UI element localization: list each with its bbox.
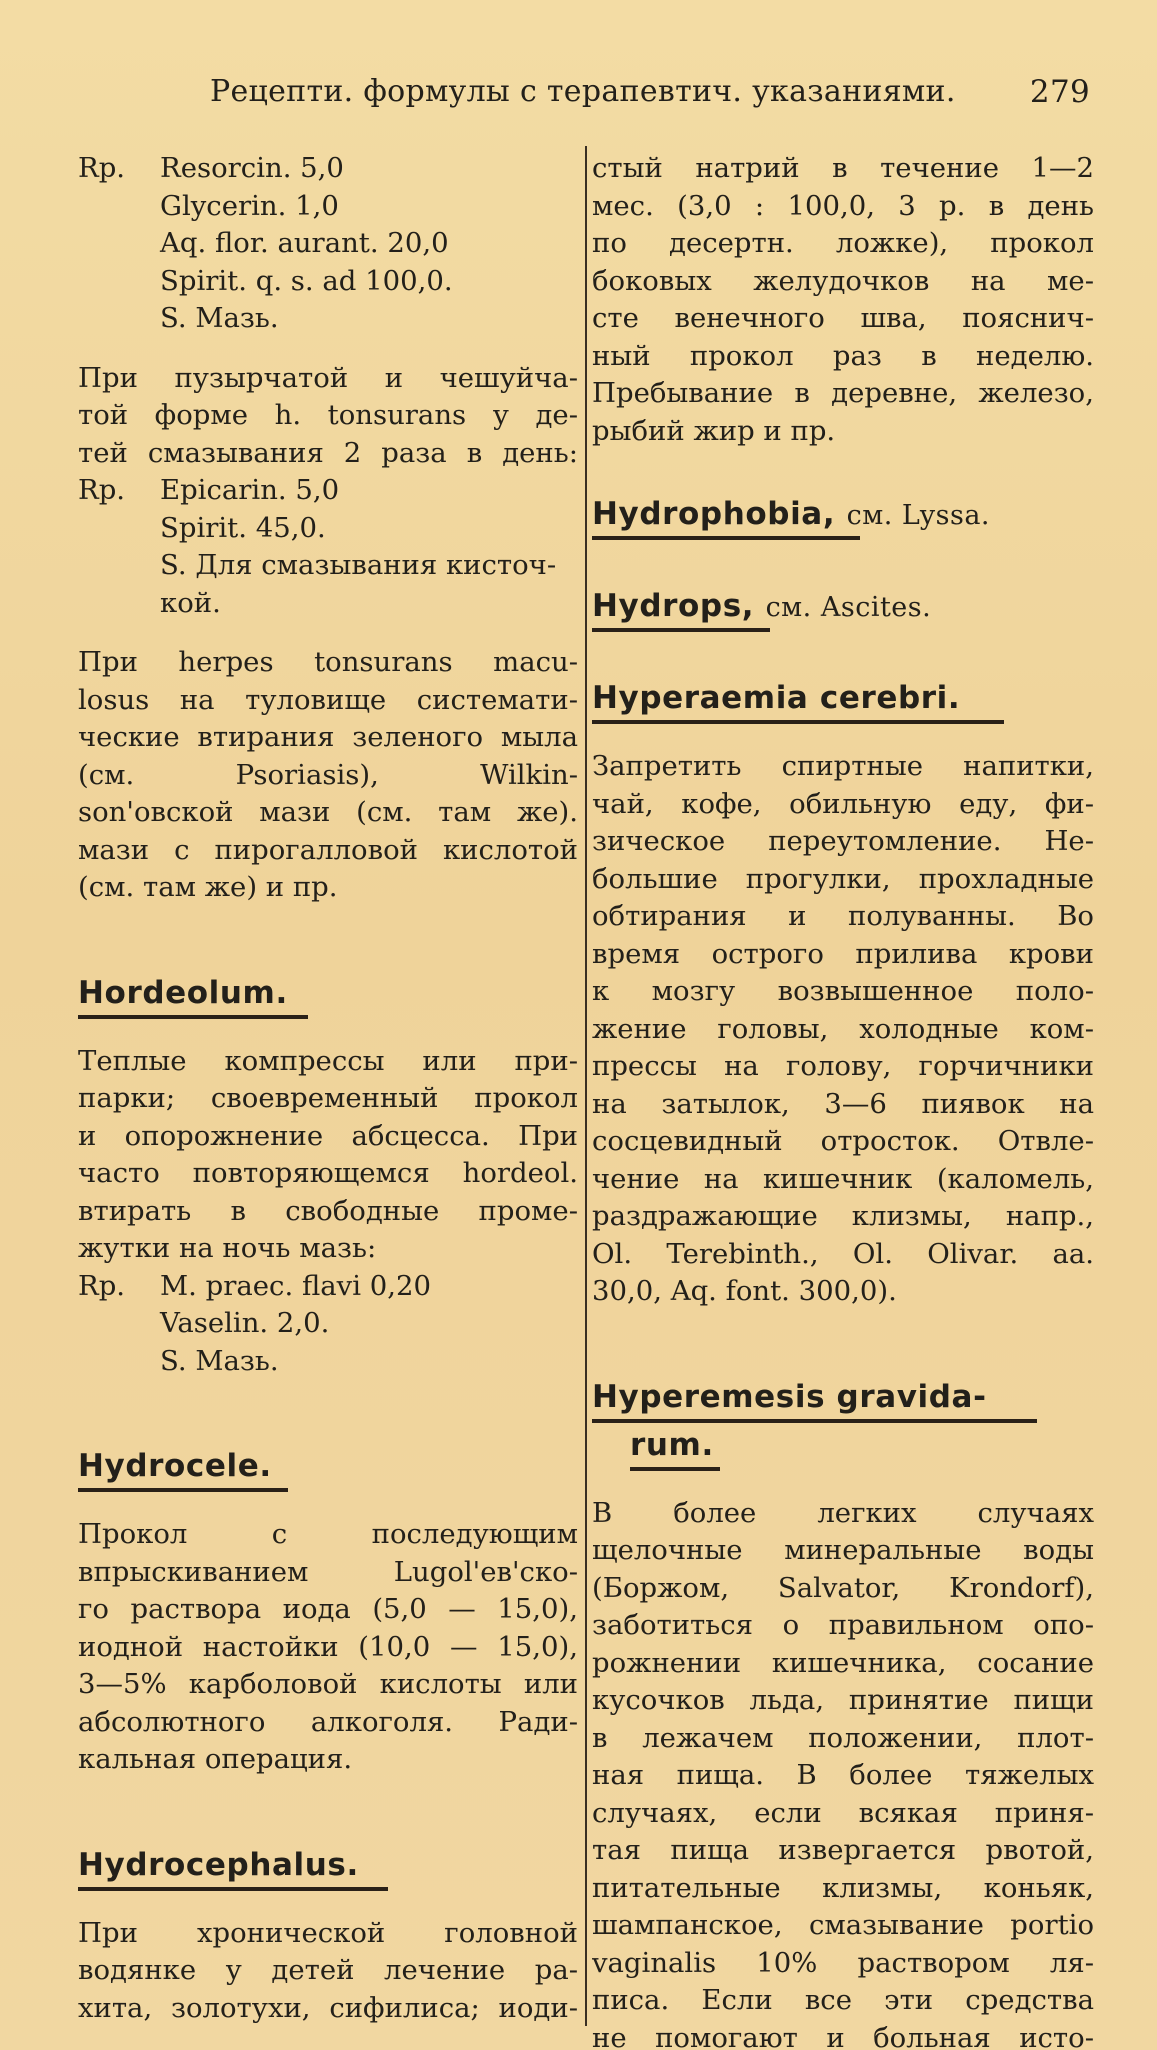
text-line: ческие втирания зеленого мыла bbox=[78, 721, 578, 753]
heading-text: rum. bbox=[630, 1426, 714, 1463]
heading-hordeolum bbox=[78, 973, 578, 1021]
text-line: Запретить спиртные напитки, bbox=[592, 750, 1094, 782]
text-line: к мозгу возвышенное поло- bbox=[592, 975, 1094, 1007]
text-line: кальная операция. bbox=[78, 1743, 353, 1775]
text-line: и опорожнение абсцесса. При bbox=[78, 1119, 578, 1152]
text-line: тая пища извергается рвотой, bbox=[592, 1834, 1094, 1866]
page-number: 279 bbox=[1029, 74, 1090, 110]
heading-hyperemesis-line2 bbox=[592, 1425, 1094, 1473]
rx-value: Vaselin. 2,0. bbox=[160, 1307, 330, 1339]
spacer bbox=[592, 542, 1094, 586]
hyperemesis-paragraph bbox=[592, 1495, 1094, 2050]
text-line: В более легких случаях bbox=[592, 1496, 1094, 1529]
rx-key: Rp. bbox=[78, 1269, 126, 1302]
text-line: жение головы, холодные ком- bbox=[592, 1012, 1094, 1045]
rx-value: Epicarin. 5,0 bbox=[160, 474, 340, 506]
text-line: тей смазывания 2 раза в день: bbox=[78, 436, 578, 469]
spacer bbox=[78, 622, 578, 644]
heading-underline bbox=[592, 720, 1004, 724]
heading-hyperemesis-line1 bbox=[592, 1377, 1094, 1425]
running-head-title: Рецепти. формулы с терапевтич. указаниями. bbox=[210, 74, 956, 109]
heading-underline bbox=[78, 1887, 388, 1891]
rx-line bbox=[78, 585, 578, 623]
rx-value: S. Мазь. bbox=[160, 1344, 279, 1377]
rx-line bbox=[78, 1343, 578, 1381]
text-line: не помогают и больная исто- bbox=[592, 2021, 1094, 2050]
text-line: ная пища. В более тяжелых bbox=[592, 1759, 1094, 1791]
epicarin-prescription bbox=[78, 472, 578, 622]
rx-value: S. Для смазывания кисточ- bbox=[160, 549, 557, 581]
cross-reference: см. Lyssa. bbox=[846, 500, 990, 531]
text-line: жутки на ночь мазь: bbox=[78, 1232, 377, 1264]
text-line: 3—5% карболовой кислоты или bbox=[78, 1668, 578, 1700]
heading-underline bbox=[592, 628, 770, 632]
heading-hyperaemia bbox=[592, 678, 1094, 726]
spacer bbox=[592, 1311, 1094, 1377]
text-line: время острого прилива крови bbox=[592, 937, 1094, 970]
text-line: losus на туловище системати- bbox=[78, 683, 578, 716]
rx-line bbox=[78, 225, 578, 263]
rx-line bbox=[78, 300, 578, 338]
text-line: питательные клизмы, коньяк, bbox=[592, 1871, 1094, 1904]
spacer bbox=[78, 907, 578, 973]
text-line: хита, золотухи, сифилиса; иоди- bbox=[78, 1991, 578, 2024]
running-head bbox=[210, 74, 1090, 118]
rx-value: M. praec. flavi 0,20 bbox=[160, 1269, 431, 1302]
text-line: vaginalis 10% раствором ля- bbox=[592, 1946, 1094, 1979]
text-line: раздражающие клизмы, напр., bbox=[592, 1200, 1094, 1232]
text-line: (см. Psoriasis), Wilkin- bbox=[78, 758, 578, 791]
text-line: чай, кофе, обильную еду, фи- bbox=[592, 787, 1094, 820]
text-line: кусочков льда, принятие пищи bbox=[592, 1684, 1094, 1716]
spacer bbox=[592, 726, 1094, 748]
rx-line bbox=[78, 510, 578, 548]
text-line: водянке у детей лечение ра- bbox=[78, 1954, 578, 1986]
heading-text: Hordeolum. bbox=[78, 974, 288, 1011]
heading-text: Hydrops, bbox=[592, 588, 755, 624]
text-line: рожнении кишечника, сосание bbox=[592, 1646, 1094, 1679]
text-line: обтирания и полуванны. Во bbox=[592, 900, 1094, 932]
rx-value: Spirit. q. s. ad 100,0. bbox=[160, 264, 453, 297]
text-line: по десертн. ложке), прокол bbox=[592, 227, 1094, 259]
hordeolum-paragraph bbox=[78, 1043, 578, 1268]
text-line: мес. (3,0 : 100,0, 3 р. в день bbox=[592, 189, 1094, 222]
heading-hydrophobia bbox=[592, 494, 1094, 542]
text-line: стый натрий в течение 1—2 bbox=[592, 152, 1094, 184]
text-line: писа. Если все эти средства bbox=[592, 1984, 1094, 2016]
text-line: 30,0, Aq. font. 300,0). bbox=[592, 1275, 897, 1307]
text-line: При herpes tonsurans macu- bbox=[78, 646, 578, 678]
text-line: иодной настойки (10,0 — 15,0), bbox=[78, 1630, 578, 1663]
heading-text: Hyperemesis gravida- bbox=[592, 1378, 987, 1415]
rx-value: Glycerin. 1,0 bbox=[160, 189, 339, 222]
rx-value: Aq. flor. aurant. 20,0 bbox=[160, 227, 449, 259]
heading-underline bbox=[592, 536, 860, 540]
text-line: ный прокол раз в неделю. bbox=[592, 339, 1094, 372]
heading-underline bbox=[78, 1015, 308, 1019]
text-line: Теплые компрессы или при- bbox=[78, 1044, 578, 1077]
rx-line bbox=[78, 188, 578, 226]
spacer bbox=[592, 1473, 1094, 1495]
hydrocephalus-continued-paragraph bbox=[592, 150, 1094, 450]
spacer bbox=[78, 1380, 578, 1446]
rx-key: Rp. bbox=[78, 152, 126, 184]
text-line: прессы на голову, горчичники bbox=[592, 1050, 1094, 1082]
text-line: рыбий жир и пр. bbox=[592, 414, 836, 447]
spacer bbox=[78, 1779, 578, 1845]
heading-text: Hydrocephalus. bbox=[78, 1846, 359, 1883]
rx-line bbox=[78, 1268, 578, 1306]
left-column bbox=[78, 150, 578, 2027]
text-line: Пребывание в деревне, железо, bbox=[592, 377, 1094, 409]
herpes-paragraph bbox=[78, 644, 578, 907]
text-line: парки; своевременный прокол bbox=[78, 1082, 578, 1114]
spacer bbox=[78, 338, 578, 360]
rx-line bbox=[78, 472, 578, 510]
spacer bbox=[592, 634, 1094, 678]
rx-value: Resorcin. 5,0 bbox=[160, 152, 344, 184]
text-line: щелочные минеральные воды bbox=[592, 1534, 1094, 1566]
tonsurans-paragraph bbox=[78, 360, 578, 473]
rx-value: S. Мазь. bbox=[160, 302, 279, 334]
spacer bbox=[78, 1494, 578, 1516]
text-line: Прокол с последующим bbox=[78, 1518, 578, 1550]
text-line: сте венечного шва, пояснич- bbox=[592, 302, 1094, 334]
text-line: шампанское, смазывание portio bbox=[592, 1909, 1094, 1941]
hydrocele-paragraph bbox=[78, 1516, 578, 1779]
text-line: сосцевидный отросток. Отвле- bbox=[592, 1125, 1094, 1157]
text-line: втирать в свободные проме- bbox=[78, 1194, 578, 1227]
text-line: боковых желудочков на ме- bbox=[592, 264, 1094, 297]
rx-value: кой. bbox=[160, 586, 221, 619]
hyperaemia-paragraph bbox=[592, 748, 1094, 1311]
heading-text: Hydrocele. bbox=[78, 1448, 272, 1484]
spacer bbox=[592, 450, 1094, 494]
rx-line bbox=[78, 547, 578, 585]
text-line: той форме h. tonsurans у де- bbox=[78, 399, 578, 431]
text-line: абсолютного алкоголя. Ради- bbox=[78, 1705, 578, 1738]
heading-hydrocele bbox=[78, 1446, 578, 1494]
rx-line bbox=[78, 1305, 578, 1343]
text-line: (Боржом, Salvator, Krondorf), bbox=[592, 1571, 1094, 1604]
column-divider bbox=[585, 146, 587, 2026]
text-line: мази с пирогалловой кислотой bbox=[78, 833, 578, 866]
heading-text: Hyperaemia cerebri. bbox=[592, 680, 961, 716]
cross-reference: см. Ascites. bbox=[765, 592, 932, 623]
right-column bbox=[592, 150, 1094, 2050]
text-line: впрыскиванием Lugol'ев'ско- bbox=[78, 1555, 578, 1588]
text-line: зическое переутомление. Не- bbox=[592, 825, 1094, 857]
hydrocephalus-paragraph bbox=[78, 1915, 578, 2028]
heading-hydrocephalus bbox=[78, 1845, 578, 1893]
resorcin-prescription bbox=[78, 150, 578, 338]
heading-underline bbox=[78, 1488, 288, 1492]
text-line: чение на кишечник (каломель, bbox=[592, 1162, 1094, 1195]
text-line: часто повторяющемся hordeol. bbox=[78, 1157, 578, 1189]
rx-line bbox=[78, 263, 578, 301]
text-line: заботиться о правильном опо- bbox=[592, 1609, 1094, 1641]
heading-underline bbox=[630, 1467, 720, 1471]
hordeolum-prescription bbox=[78, 1268, 578, 1381]
text-line: в лежачем положении, плот- bbox=[592, 1721, 1094, 1754]
heading-hydrops bbox=[592, 586, 1094, 634]
spacer bbox=[78, 1893, 578, 1915]
text-line: большие прогулки, прохладные bbox=[592, 862, 1094, 895]
heading-text: Hydrophobia, bbox=[592, 496, 836, 532]
spacer bbox=[78, 1021, 578, 1043]
text-line: son'овской мази (см. там же). bbox=[78, 796, 578, 828]
text-line: При хронической головной bbox=[78, 1916, 578, 1949]
text-line: случаях, если всякая приня- bbox=[592, 1796, 1094, 1829]
heading-underline bbox=[592, 1419, 1037, 1423]
text-line: Ol. Terebinth., Ol. Olivar. aa. bbox=[592, 1237, 1094, 1270]
rx-key: Rp. bbox=[78, 474, 126, 506]
text-line: на затылок, 3—6 пиявок на bbox=[592, 1087, 1094, 1120]
text-line: (см. там же) и пр. bbox=[78, 871, 338, 903]
text-line: го раствора иода (5,0 — 15,0), bbox=[78, 1593, 578, 1625]
rx-line bbox=[78, 150, 578, 188]
rx-value: Spirit. 45,0. bbox=[160, 511, 326, 544]
text-line: При пузырчатой и чешуйча- bbox=[78, 361, 578, 394]
